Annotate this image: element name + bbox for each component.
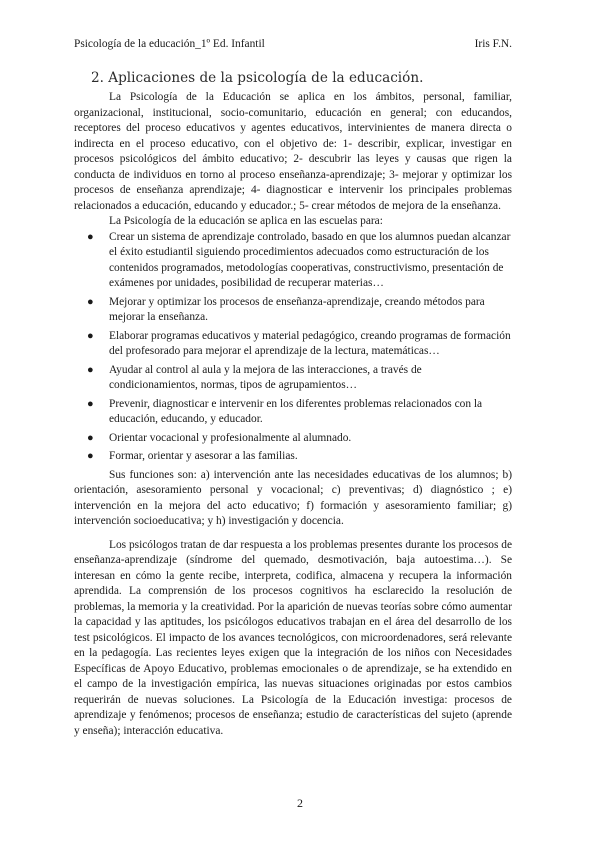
schools-lead-paragraph: La Psicología de la educación se aplica en las escuelas para: — [109, 215, 383, 227]
list-item — [74, 295, 512, 326]
list-item-text: Orientar vocacional y profesionalmente al alumnado. — [109, 431, 352, 444]
section-heading: 2. Aplicaciones de la psicología de la educación. — [91, 70, 424, 86]
header-document-title: Psicología de la educación_1º Ed. Infantil — [74, 38, 265, 50]
list-item-text: Ayudar al control al aula y la mejora de las interacciones, a través de condicionamientos, normas, tipos de agrupamientos… — [109, 363, 422, 391]
bullet-icon: ● — [87, 450, 94, 462]
list-item — [74, 431, 512, 447]
functions-paragraph: Sus funciones son: a) intervención ante las necesidades educativas de los alumnos; b) orientación, asesoramiento personal y vocacional; c) preventivas; d) diagnóstico ; e) intervención en la mejora del acto educativo; f) formación y asesoramiento familiar; g) intervención socioeducativa; y h) investigación y docencia. — [74, 468, 512, 527]
list-item — [74, 329, 512, 360]
list-item — [74, 230, 512, 292]
psychologists-paragraph: Los psicólogos tratan de dar respuesta a los problemas presentes durante los procesos de enseñanza-aprendizaje (síndrome del quemado, desmotivación, baja autoestima…). Se interesan en cómo la gente recibe, interpreta, codifica, almacena y recupera la información aprendida. La comprensión de los procesos cognitivos ha esclarecido la resolución de problemas, la memoria y la creatividad. Por la aparición de nuevas teorías sobre cómo aumentar la capacidad y las aptitudes, los psicólogos educativos trabajan en el área del desarrollo de los test psicológicos. El impacto de los avances tecnológicos, con microordenadores, será relevante en la pedagogía. Las recientes leyes exigen que la integración de los niños con Necesidades Específicas de Apoyo Educativo, problemas emocionales o de aprendizaje, se ha extendido en el campo de la investigación empírica, las nuevas situaciones originadas por estos cambios requerirán de nuevas soluciones. La Psicología de la Educación investiga: procesos de aprendizaje y fenómenos; procesos de enseñanza; estudio de características del sujeto (aprende y enseña); interacción educativa. — [74, 538, 512, 737]
bullet-icon: ● — [87, 431, 94, 444]
list-item-text: Prevenir, diagnosticar e intervenir en los diferentes problemas relacionados con la educación, educando, y educador. — [109, 397, 483, 425]
page-content — [74, 70, 512, 739]
list-item — [74, 363, 512, 394]
bullet-icon: ● — [87, 329, 94, 342]
list-item-text: Elaborar programas educativos y material pedagógico, creando programas de formación del profesorado para mejorar el aprendizaje de la lectura, matemáticas… — [109, 329, 511, 357]
list-item-text: Formar, orientar y asesorar a las familias. — [109, 450, 298, 462]
header-author: Iris F.N. — [474, 38, 512, 50]
list-item-text: Mejorar y optimizar los procesos de enseñanza-aprendizaje, creando métodos para mejorar la enseñanza. — [109, 295, 485, 323]
list-item — [74, 449, 512, 465]
page-number: 2 — [297, 796, 303, 810]
page-header — [74, 37, 512, 51]
bullet-icon: ● — [87, 230, 94, 243]
list-item — [74, 397, 512, 428]
intro-paragraph: La Psicología de la Educación se aplica en los ámbitos, personal, familiar, organizacional, institucional, socio-comunitario, educación en general; con educandos, receptores del proceso educativos y agentes educativos, intervinientes de manera directa o indirecta en el proceso educativo, con el objetivo de: 1- describir, explicar, investigar en procesos psicológicos del ámbito educativo; 2- descubrir las leyes y causas que rigen la conducta de individuos en torno al proceso enseñanza-aprendizaje; 3- mejorar y optimizar los procesos de enseñanza aprendizaje; 4- diagnosticar e intervenir los principales problemas relacionados a educación, educando y educador.; 5- crear métodos de mejora de la enseñanza. — [74, 91, 512, 212]
list-item-text: Crear un sistema de aprendizaje controlado, basado en que los alumnos puedan alcanzar el éxito estudiantil siguiendo procedimientos adecuados como estructuración de los contenidos programados, metodologías cooperativas, constructivismo, presentación de exámenes por unidades, posibilidad de recuperar materias… — [109, 230, 511, 289]
bullet-icon: ● — [87, 397, 94, 410]
bullet-icon: ● — [87, 363, 94, 376]
applications-list — [74, 230, 512, 465]
bullet-icon: ● — [87, 295, 94, 308]
